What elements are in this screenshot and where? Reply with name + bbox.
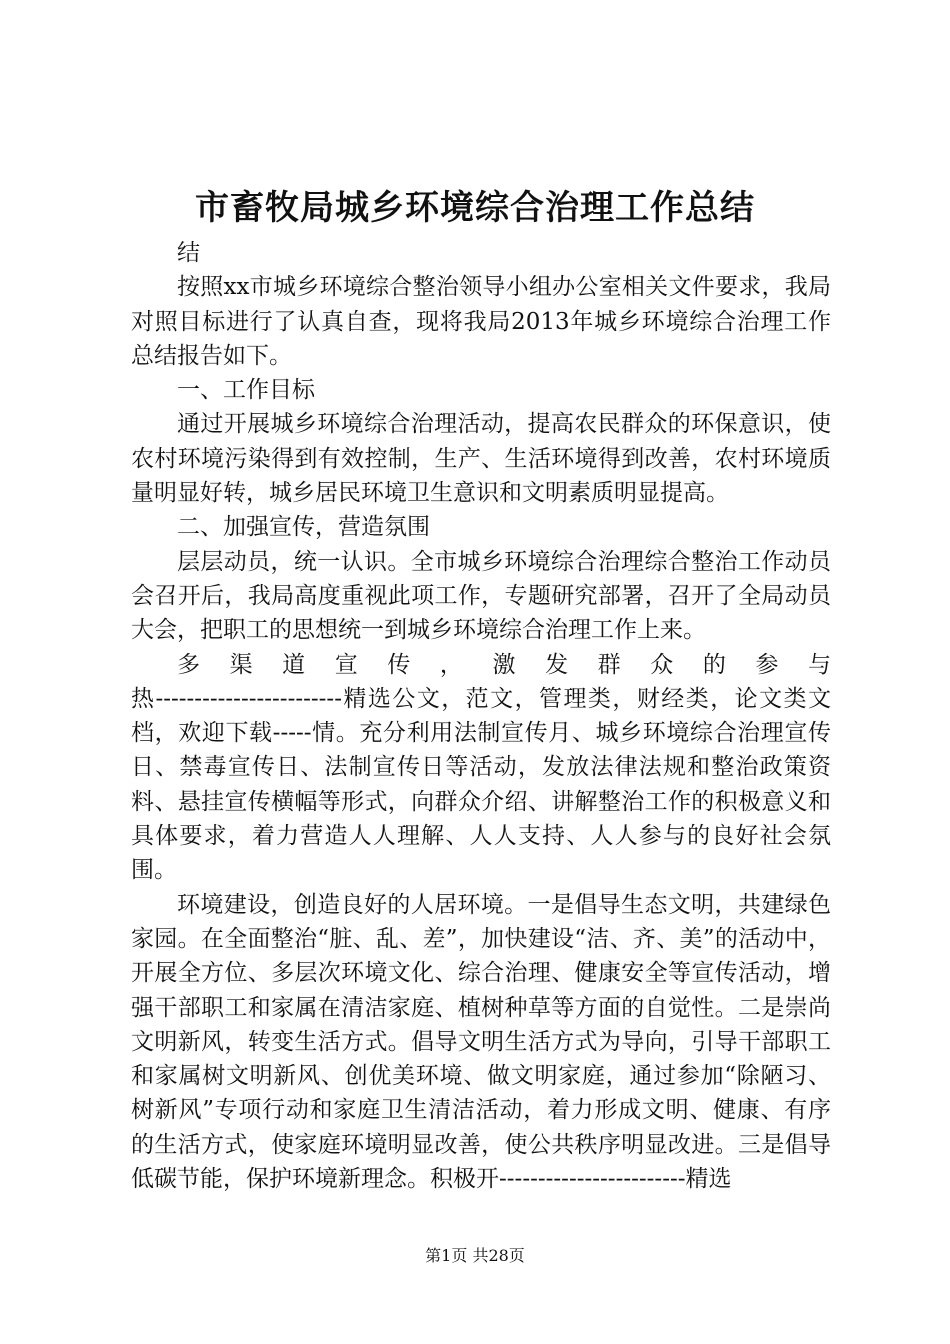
paragraph-fragment: 结: [177, 240, 200, 266]
paragraph-environment-building: 环境建设，创造良好的人居环境。一是倡导生态文明，共建绿色家园。在全面整治“脏、乱、差”，加快建设“洁、齐、美”的活动中，开展全方位、多层次环境文化、综合治理、健康安全等宣传活动，增强干部职工和家属在清洁家庭、植树种草等方面的自觉性。二是崇尚文明新风，转变生活方式。倡导文明生活方式为导向，引导干部职工和家属树文明新风、创优美环境、做文明家庭，通过参加“除陋习、树新风”专项行动和家庭卫生清洁活动，着力形成文明、健康、有序的生活方式，使家庭环境明显改善，使公共秩序明显改进。三是倡导低碳节能，保护环境新理念。积极开------------------------精选: [131, 891, 831, 1193]
paragraph-multichannel: 热------------------------精选公文，范文，管理类，财经类，论文类文档，欢迎下载-----情。充分利用法制宣传月、城乡环境综合治理宣传日、禁毒宣传日、法制宣传日等活动，发放法律法规和整治政策资料、悬挂宣传横幅等形式，向群众介绍、讲解整治工作的积极意义和具体要求，着力营造人人理解、人人支持、人人参与的良好社会氛围。: [131, 685, 831, 884]
paragraph-multichannel-heading: 多 渠 道 宣 传 ， 激 发 群 众 的 参 与: [177, 651, 831, 678]
page-footer: 第1页 共28页: [425, 1246, 525, 1265]
heading-work-goal: 一、工作目标: [177, 377, 315, 404]
paragraph-intro: 按照xx市城乡环境综合整治领导小组办公室相关文件要求，我局对照目标进行了认真自查，现将我局2013年城乡环境综合治理工作总结报告如下。: [131, 274, 831, 369]
paragraph-work-goal: 通过开展城乡环境综合治理活动，提高农民群众的环保意识，使农村环境污染得到有效控制，生产、生活环境得到改善，农村环境质量明显好转，城乡居民环境卫生意识和文明素质明显提高。: [131, 411, 831, 507]
document-body: [131, 236, 831, 1196]
heading-publicity: 二、加强宣传，营造氛围: [177, 514, 430, 541]
document-title: 市畜牧局城乡环境综合治理工作总结: [195, 188, 755, 228]
paragraph-mobilization: 层层动员，统一认识。全市城乡环境综合治理综合整治工作动员会召开后，我局高度重视此项工作，专题研究部署，召开了全局动员大会，把职工的思想统一到城乡环境综合治理工作上来。: [131, 548, 831, 644]
